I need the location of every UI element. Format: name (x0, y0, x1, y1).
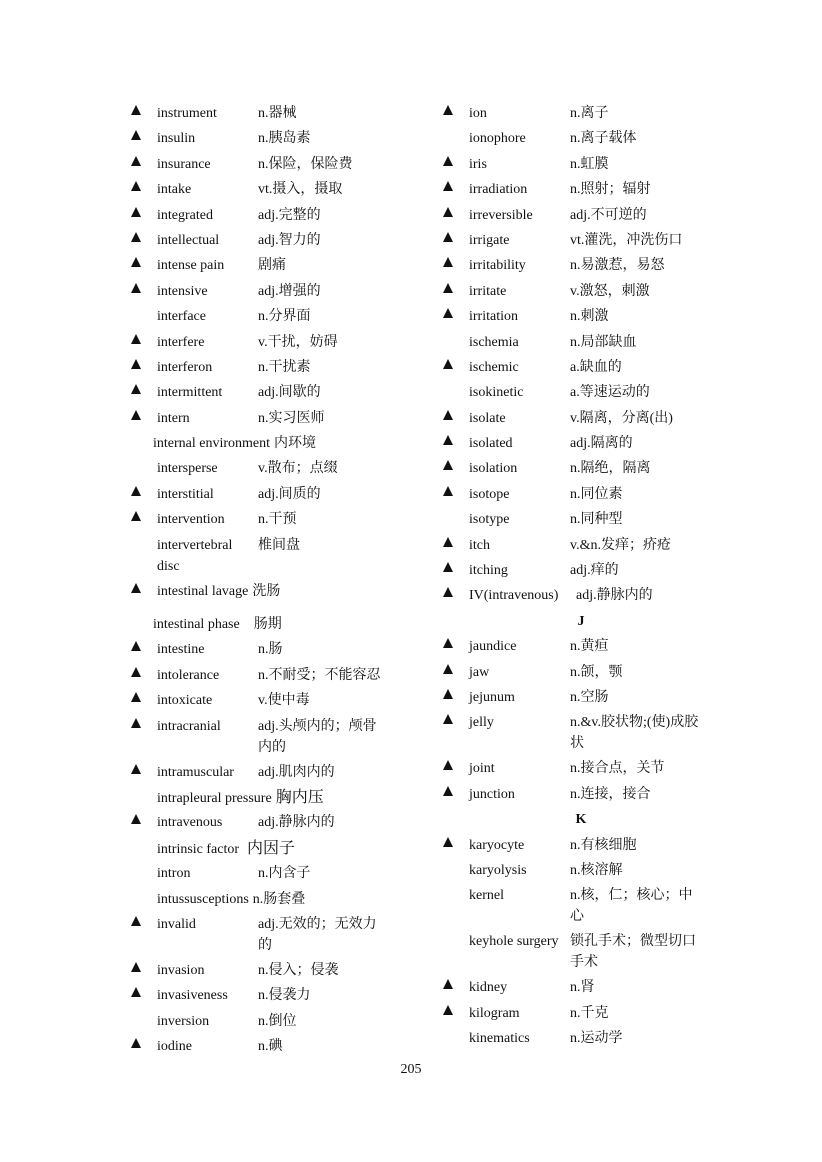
glossary-entry (440, 532, 712, 557)
entry-definition: n.内含子 (258, 866, 311, 882)
entry-definition: v.散布；点缀 (258, 461, 338, 477)
triangle-marker-icon (443, 181, 453, 191)
entry-term: invalid (157, 916, 196, 932)
entry-definition: n.离子 (570, 106, 609, 121)
glossary-entry (128, 759, 400, 784)
entry-term: isokinetic (469, 385, 524, 401)
glossary-entry (440, 857, 712, 882)
entry-term: jejunum (469, 689, 515, 705)
glossary-entry (440, 755, 712, 780)
entry-definition: v.使中毒 (258, 693, 310, 709)
entry-term: isotype (469, 512, 510, 528)
entry-term: kilogram (469, 1005, 520, 1021)
entry-term: ionophore (469, 131, 526, 147)
triangle-marker-icon (443, 283, 453, 293)
entry-term: intravenous (157, 815, 223, 831)
glossary-entry (128, 278, 400, 303)
entry-term: inversion (157, 1013, 210, 1029)
entry-term: intussusceptions (157, 891, 249, 907)
triangle-marker-icon (443, 760, 453, 770)
entry-term: jaw (469, 664, 490, 680)
triangle-marker-icon (131, 105, 141, 115)
entry-term: intake (157, 182, 192, 198)
glossary-entry (440, 100, 712, 125)
triangle-marker-icon (443, 837, 453, 847)
entry-definition: n.不耐受；不能容忍 (258, 667, 381, 683)
entry-term: irrigate (469, 232, 510, 248)
triangle-marker-icon (443, 537, 453, 547)
glossary-entry (440, 379, 712, 404)
glossary-entry (440, 252, 712, 277)
triangle-marker-icon (131, 384, 141, 394)
triangle-marker-icon (131, 283, 141, 293)
triangle-marker-icon (443, 587, 453, 597)
triangle-marker-icon (131, 916, 141, 926)
entry-term: ion (469, 106, 487, 121)
entry-term: isolate (469, 410, 506, 426)
entry-definition: n.千克 (570, 1005, 609, 1021)
entry-definition: adj.增强的 (258, 283, 321, 299)
glossary-entry (128, 455, 400, 480)
triangle-marker-icon (443, 308, 453, 318)
triangle-marker-icon (443, 359, 453, 369)
entry-definition: v.隔离，分离(出) (570, 410, 673, 426)
entry-term: intensive (157, 283, 208, 299)
glossary-entry (128, 481, 400, 506)
glossary-entry (440, 455, 712, 480)
entry-term: irritability (469, 258, 526, 274)
entry-term: ischemic (469, 359, 519, 375)
triangle-marker-icon (131, 641, 141, 651)
entry-term: isotope (469, 486, 510, 502)
entry-term: isolated (469, 436, 513, 452)
entry-definition: n.碘 (258, 1039, 283, 1055)
entry-definition: adj.不可逆的 (570, 207, 647, 223)
entry-definition: n.刺激 (570, 309, 609, 325)
entry-definition: vt.摄入，摄取 (258, 182, 343, 198)
triangle-marker-icon (131, 511, 141, 521)
entry-term: iodine (157, 1039, 192, 1055)
entry-term: junction (469, 786, 515, 802)
entry-term: invasiveness (157, 988, 228, 1004)
entry-definition: n.局部缺血 (570, 334, 637, 350)
entry-definition: adj.肌肉内的 (258, 764, 335, 780)
entry-term: ischemia (469, 334, 519, 350)
entry-term: intracranial (157, 718, 221, 734)
entry-definition: n.颌，颚 (570, 664, 623, 680)
glossary-entry (128, 329, 400, 354)
entry-term: intervertebral disc (157, 537, 233, 574)
glossary-entry (128, 303, 400, 328)
left-column (128, 100, 400, 1059)
glossary-entry (440, 557, 712, 582)
section-letter-k: K (575, 812, 587, 828)
glossary-entry (440, 928, 712, 974)
entry-definition: n.保险，保险费 (258, 156, 353, 172)
entry-term: isolation (469, 461, 518, 477)
triangle-marker-icon (131, 156, 141, 166)
entry-definition: n.连接，接合 (570, 786, 651, 802)
entry-term: kidney (469, 980, 508, 996)
triangle-marker-icon (131, 257, 141, 267)
glossary-entry (128, 982, 400, 1007)
triangle-marker-icon (443, 207, 453, 217)
glossary-entry (128, 636, 400, 661)
entry-term: intersperse (157, 461, 218, 477)
entry-term: intern (157, 410, 190, 426)
page-number-text: 205 (400, 1062, 422, 1077)
glossary-entry (128, 860, 400, 885)
entry-definition: v.激怒，刺激 (570, 283, 650, 299)
glossary-entry (128, 784, 400, 809)
entry-term: intron (157, 866, 191, 882)
entry-definition: adj.静脉内的 (258, 815, 335, 831)
glossary-entry (440, 354, 712, 379)
glossary-entry (440, 151, 712, 176)
glossary-entry (128, 379, 400, 404)
entry-definition: n.黄疸 (570, 639, 609, 655)
entry-term: keyhole surgery (469, 934, 559, 950)
entry-definition: n.虹膜 (570, 156, 609, 172)
glossary-entry (128, 578, 400, 603)
triangle-marker-icon (443, 486, 453, 496)
entry-term: jelly (469, 715, 494, 731)
entry-definition: n.有核细胞 (570, 837, 637, 853)
glossary-entry (440, 1025, 712, 1050)
entry-term: irritate (469, 283, 507, 299)
entry-term: irreversible (469, 207, 533, 223)
glossary-entry (128, 835, 400, 860)
entry-definition: n.核溶解 (570, 862, 623, 878)
entry-term: intrinsic factor (157, 841, 240, 857)
right-column (440, 100, 712, 1051)
triangle-marker-icon (131, 987, 141, 997)
triangle-marker-icon (443, 257, 453, 267)
entry-definition: n.离子载体 (570, 131, 637, 147)
entry-term: joint (469, 761, 495, 777)
glossary-entry (440, 582, 712, 607)
entry-term: kinematics (469, 1031, 530, 1047)
entry-definition: a.缺血的 (570, 359, 622, 375)
triangle-marker-icon (443, 156, 453, 166)
glossary-entry (128, 713, 400, 759)
glossary-entry (440, 278, 712, 303)
page-number (0, 1062, 822, 1078)
entry-definition: 内因子 (247, 839, 296, 857)
glossary-entry (128, 687, 400, 712)
glossary-entry (440, 227, 712, 252)
entry-definition: n.侵袭力 (258, 988, 311, 1004)
glossary-entry (440, 506, 712, 531)
entry-term: intrapleural pressure (157, 790, 272, 806)
glossary-entry (440, 430, 712, 455)
entry-term: itch (469, 537, 490, 553)
entry-definition: 洗肠 (252, 583, 281, 599)
section-letter-j: J (577, 613, 585, 629)
entry-term: kernel (469, 888, 504, 904)
glossary-entry (128, 227, 400, 252)
entry-definition: n.&v.胶状物;(使)成胶状 (570, 715, 699, 752)
entry-term: intestinal lavage (157, 583, 249, 599)
entry-term: intolerance (157, 667, 220, 683)
entry-definition: n.易激惹，易怒 (570, 258, 665, 274)
glossary-entry (440, 633, 712, 658)
triangle-marker-icon (131, 486, 141, 496)
triangle-marker-icon (443, 105, 453, 115)
entry-definition: v.&n.发痒；疥疮 (570, 537, 671, 553)
glossary-entry (440, 832, 712, 857)
entry-definition: n.同种型 (570, 512, 623, 528)
entry-definition: n.照射；辐射 (570, 182, 651, 198)
entry-definition: n.实习医师 (258, 410, 325, 426)
glossary-entry (440, 176, 712, 201)
entry-definition: n.隔绝，隔离 (570, 461, 651, 477)
entry-definition: adj.头颅内的；颅骨内的 (258, 718, 377, 755)
entry-term: internal environment (153, 436, 271, 452)
glossary-entry (128, 405, 400, 430)
entry-definition: n.侵入；侵袭 (258, 962, 339, 978)
entry-definition: adj.无效的；无效力的 (258, 916, 377, 953)
triangle-marker-icon (131, 130, 141, 140)
entry-definition: n.运动学 (570, 1031, 623, 1047)
entry-definition: n.肠 (258, 642, 283, 658)
triangle-marker-icon (131, 583, 141, 593)
entry-definition: adj.间歇的 (258, 385, 321, 401)
triangle-marker-icon (131, 1038, 141, 1048)
entry-term: intestine (157, 642, 205, 658)
entry-term: irradiation (469, 182, 528, 198)
entry-term: jaundice (469, 639, 517, 655)
entry-term: karyolysis (469, 862, 527, 878)
glossary-entry (128, 911, 400, 957)
entry-term: intervention (157, 512, 225, 528)
glossary-entry (440, 329, 712, 354)
entry-definition: adj.间质的 (258, 486, 321, 502)
entry-definition: n.肠套叠 (252, 891, 306, 907)
glossary-entry (440, 882, 712, 928)
glossary-entry (128, 1008, 400, 1033)
glossary-entry (128, 151, 400, 176)
entry-term: intramuscular (157, 764, 234, 780)
entry-definition: n.干预 (258, 512, 297, 528)
entry-definition: a.等速运动的 (570, 385, 650, 401)
glossary-entry (128, 100, 400, 125)
glossary-entry (128, 886, 400, 911)
triangle-marker-icon (443, 786, 453, 796)
entry-definition: 内环境 (274, 436, 317, 452)
triangle-marker-icon (443, 689, 453, 699)
entry-definition: 胸内压 (275, 788, 324, 806)
triangle-marker-icon (131, 667, 141, 677)
glossary-entry (128, 532, 400, 578)
glossary-entry (440, 481, 712, 506)
glossary-entry (440, 202, 712, 227)
entry-definition: n.分界面 (258, 309, 311, 325)
entry-term: intestinal phase (153, 617, 240, 633)
entry-definition: n.接合点，关节 (570, 761, 665, 777)
entry-definition: n.器械 (258, 106, 297, 121)
glossary-entry (128, 125, 400, 150)
glossary-entry (440, 1000, 712, 1025)
glossary-entry (128, 957, 400, 982)
entry-definition: n.同位素 (570, 486, 623, 502)
entry-definition: n.空肠 (570, 689, 609, 705)
entry-term: interstitial (157, 486, 214, 502)
entry-definition: n.核，仁；核心；中心 (570, 888, 693, 925)
entry-term: iris (469, 156, 487, 172)
glossary-entry (440, 125, 712, 150)
triangle-marker-icon (443, 714, 453, 724)
glossary-entry (128, 1033, 400, 1058)
glossary-entry (128, 611, 400, 636)
glossary-entry (128, 662, 400, 687)
triangle-marker-icon (443, 410, 453, 420)
triangle-marker-icon (131, 814, 141, 824)
entry-term: invasion (157, 962, 205, 978)
glossary-entry (440, 709, 712, 755)
glossary-entry (440, 781, 712, 806)
entry-definition: 锁孔手术；微型切口手术 (570, 934, 696, 971)
triangle-marker-icon (443, 638, 453, 648)
triangle-marker-icon (131, 692, 141, 702)
glossary-entry (440, 405, 712, 430)
triangle-marker-icon (131, 232, 141, 242)
entry-term: irritation (469, 309, 518, 325)
entry-definition: vt.灌洗，冲洗伤口 (570, 232, 683, 248)
entry-definition: adj.静脉内的 (576, 588, 653, 604)
triangle-marker-icon (443, 664, 453, 674)
triangle-marker-icon (131, 181, 141, 191)
entry-definition: 剧痛 (258, 258, 286, 274)
glossary-entry (128, 202, 400, 227)
triangle-marker-icon (131, 764, 141, 774)
glossary-entry (440, 974, 712, 999)
triangle-marker-icon (131, 410, 141, 420)
triangle-marker-icon (131, 359, 141, 369)
entry-definition: 椎间盘 (258, 537, 300, 553)
triangle-marker-icon (443, 562, 453, 572)
triangle-marker-icon (131, 334, 141, 344)
glossary-entry (440, 659, 712, 684)
entry-term: intoxicate (157, 693, 213, 709)
glossary-entry (128, 252, 400, 277)
triangle-marker-icon (131, 207, 141, 217)
entry-term: karyocyte (469, 837, 525, 853)
glossary-entry (128, 506, 400, 531)
glossary-entry (128, 176, 400, 201)
entry-term: instrument (157, 106, 217, 121)
triangle-marker-icon (443, 232, 453, 242)
entry-term: itching (469, 563, 508, 579)
triangle-marker-icon (443, 435, 453, 445)
glossary-entry (128, 430, 400, 455)
triangle-marker-icon (131, 718, 141, 728)
entry-definition: n.肾 (570, 980, 595, 996)
entry-definition: adj.隔离的 (570, 436, 633, 452)
glossary-entry (440, 303, 712, 328)
entry-definition: adj.智力的 (258, 232, 321, 248)
glossary-entry (440, 684, 712, 709)
entry-term: intense pain (157, 258, 225, 274)
entry-term: integrated (157, 207, 213, 223)
entry-definition: n.胰岛素 (258, 131, 311, 147)
triangle-marker-icon (443, 979, 453, 989)
entry-definition: adj.完整的 (258, 207, 321, 223)
entry-term: IV(intravenous) (469, 588, 559, 604)
entry-definition: adj.痒的 (570, 563, 619, 579)
entry-term: insurance (157, 156, 211, 172)
triangle-marker-icon (131, 962, 141, 972)
entry-term: interfere (157, 334, 205, 350)
triangle-marker-icon (443, 1005, 453, 1015)
glossary-entry (128, 354, 400, 379)
entry-term: interferon (157, 359, 213, 375)
entry-definition: 肠期 (253, 617, 282, 633)
entry-term: intermittent (157, 385, 223, 401)
entry-definition: n.干扰素 (258, 359, 311, 375)
entry-term: interface (157, 309, 206, 325)
entry-term: intellectual (157, 232, 220, 248)
entry-definition: n.倒位 (258, 1013, 297, 1029)
triangle-marker-icon (443, 460, 453, 470)
entry-term: insulin (157, 131, 196, 147)
glossary-entry (128, 809, 400, 834)
entry-definition: v.干扰，妨碍 (258, 334, 338, 350)
